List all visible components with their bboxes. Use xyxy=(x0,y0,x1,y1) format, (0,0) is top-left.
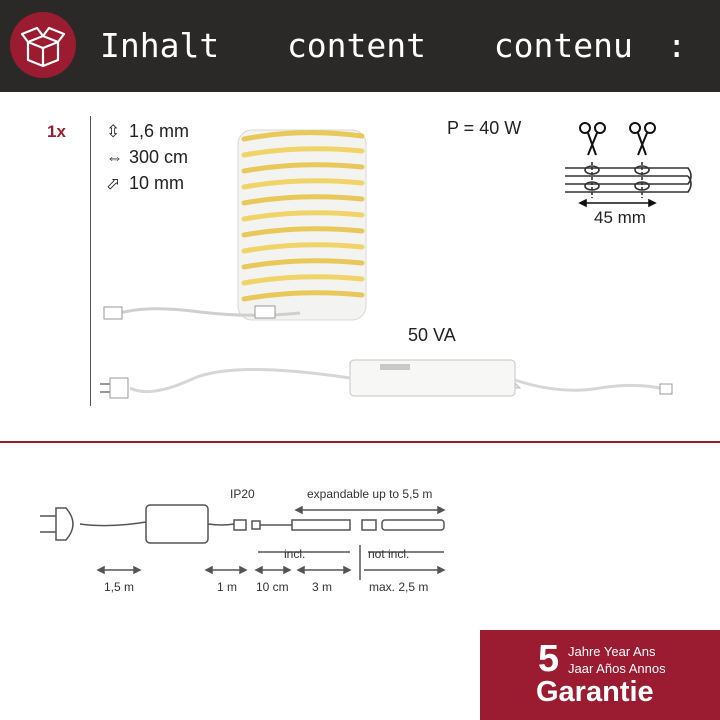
expandable-label: expandable up to 5,5 m xyxy=(307,487,433,501)
spec-length-value: 300 cm xyxy=(129,147,189,167)
ip-rating-label: IP20 xyxy=(230,487,255,501)
spec-width-value: 10 mm xyxy=(129,173,185,193)
height-arrow-icon: ⇳ xyxy=(106,122,121,141)
cut-interval-label: 45 mm xyxy=(594,208,646,227)
driver-rating: 50 VA xyxy=(408,325,456,345)
not-incl-label: not incl. xyxy=(368,547,410,561)
width-arrow-icon: ⇔ xyxy=(106,148,123,167)
led-strip-coil-image xyxy=(104,130,366,320)
warranty-years-text-1: Jahre Year Ans xyxy=(568,644,656,659)
length-driver-cable: 1 m xyxy=(217,580,238,594)
warranty-label: Garantie xyxy=(536,676,654,708)
diagonal-arrow-icon: ⬀ xyxy=(106,174,121,193)
warranty-badge xyxy=(480,630,720,720)
incl-label: incl. xyxy=(284,547,306,561)
length-mains-cable: 1,5 m xyxy=(104,580,135,594)
length-connector: 10 cm xyxy=(256,580,289,594)
spec-height-value: 1,6 mm xyxy=(129,121,190,141)
section-divider xyxy=(0,441,720,443)
scissors-icon xyxy=(580,123,655,155)
wiring-diagram xyxy=(40,505,444,580)
driver-image xyxy=(100,360,672,398)
page-title: Inhalt content contenu : xyxy=(100,26,687,65)
length-extension: max. 2,5 m xyxy=(369,580,429,594)
warranty-years-text-2: Jaar Años Annos xyxy=(568,661,666,676)
warranty-years: 5 xyxy=(538,638,560,680)
length-strip: 3 m xyxy=(312,580,333,594)
quantity-label: 1x xyxy=(47,122,66,141)
power-rating: P = 40 W xyxy=(447,118,522,138)
cut-diagram xyxy=(565,123,691,206)
